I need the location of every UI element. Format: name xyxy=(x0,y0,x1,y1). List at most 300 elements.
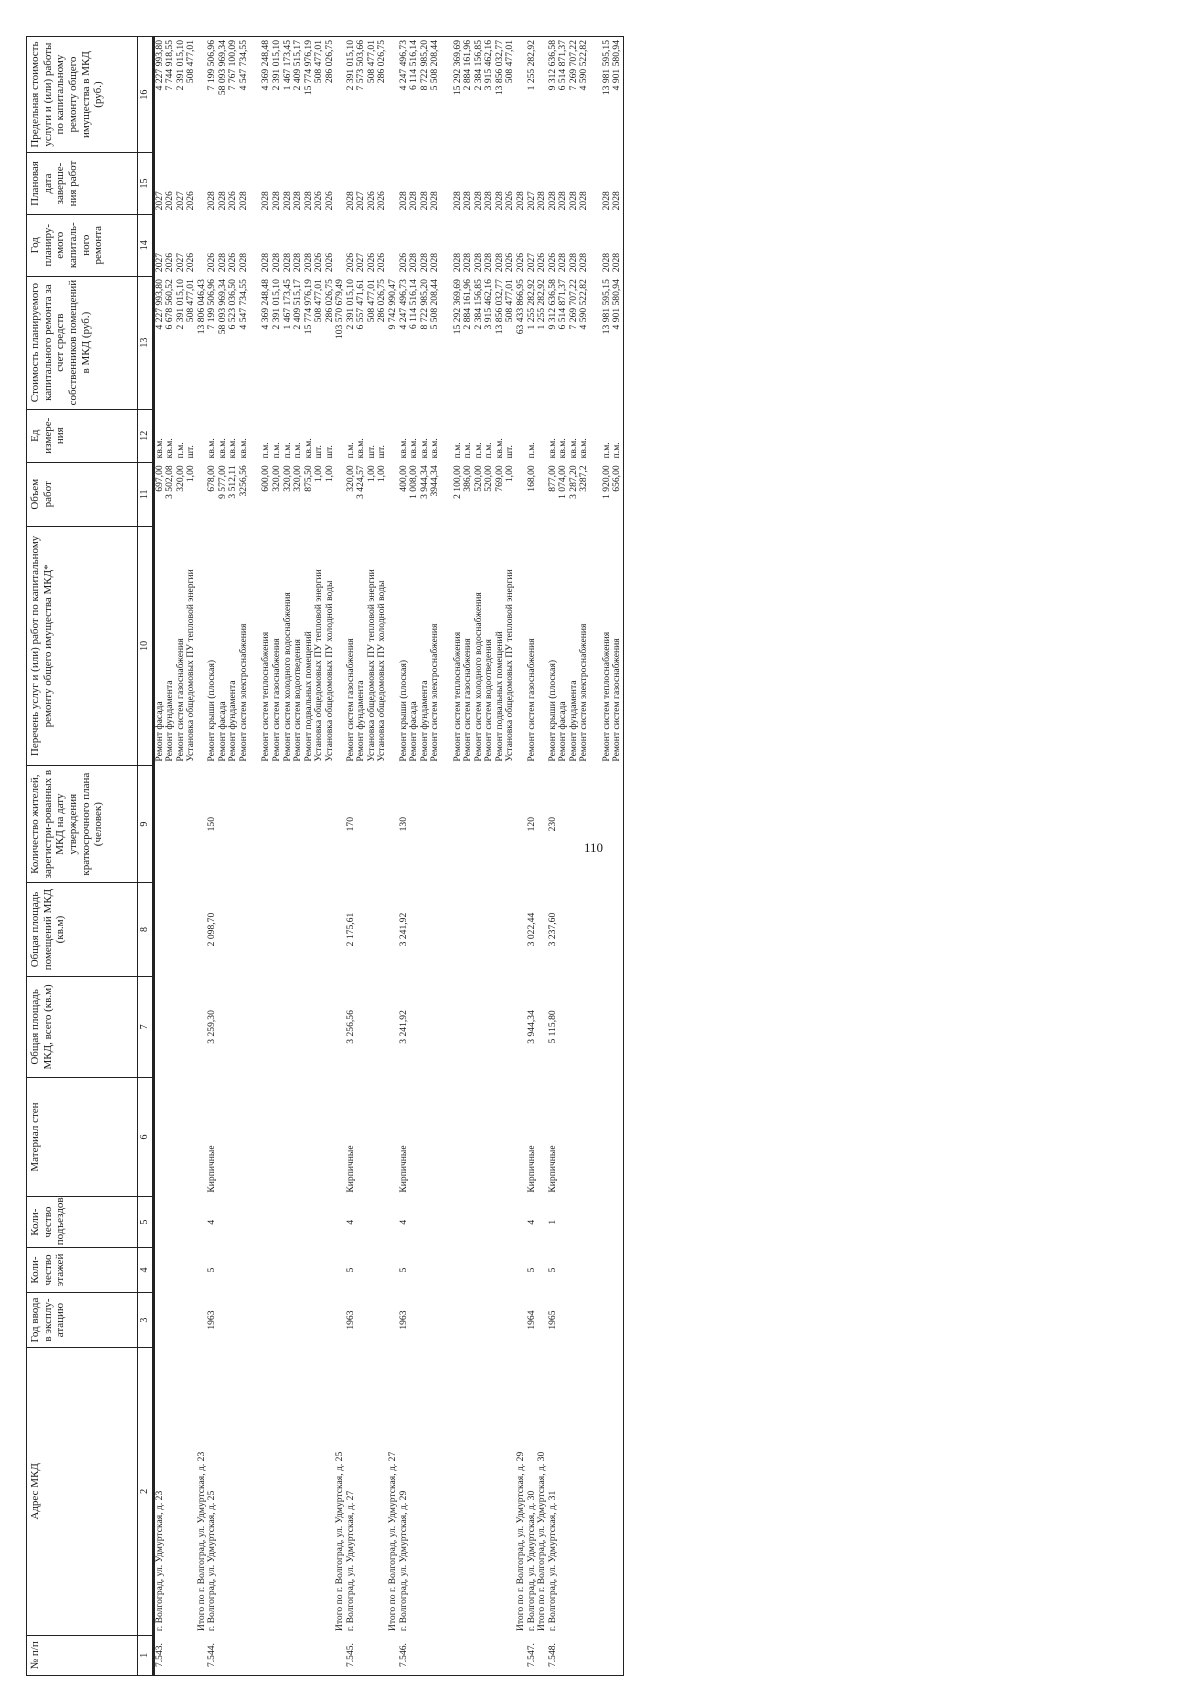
entrances-count-cell xyxy=(239,1197,250,1248)
residents-count-cell xyxy=(304,766,315,883)
limit-cost-cell: 4 247 496,73 xyxy=(399,37,410,153)
unit-of-measure-cell: шт. xyxy=(313,445,325,459)
total-area-cell xyxy=(367,976,378,1077)
completion-date-cell: 2028 xyxy=(546,191,558,211)
spacer-cell xyxy=(249,976,261,1077)
address-cell xyxy=(218,1348,229,1635)
planned-cost-cell: 4 369 248,48 xyxy=(260,279,272,330)
wall-material-cell xyxy=(453,1077,464,1196)
residents-count-cell xyxy=(558,766,569,883)
row-number-cell xyxy=(569,1635,580,1675)
floors-count-cell xyxy=(558,1248,569,1293)
spacer-cell xyxy=(249,883,261,977)
planned-year-cell: 2028 xyxy=(429,252,441,273)
work-type-cell xyxy=(516,526,527,765)
floors-count-cell xyxy=(165,1248,176,1293)
row-number-cell xyxy=(409,1635,420,1675)
unit-of-measure-cell: п.м. xyxy=(525,442,537,459)
planned-year-cell: 2028 xyxy=(578,252,590,273)
table-row xyxy=(579,37,590,1676)
year-built-cell xyxy=(420,1292,431,1347)
work-type-cell: Ремонт фасада xyxy=(557,701,569,762)
planned-cost-cell: 4 247 496,73 xyxy=(397,279,409,330)
year-built-cell xyxy=(325,1292,336,1347)
unit-of-measure-cell xyxy=(388,409,399,462)
limit-cost-cell: 9 312 636,58 xyxy=(548,37,559,153)
planned-year-cell: 2026 xyxy=(164,252,176,273)
wall-material-cell xyxy=(516,1077,527,1196)
work-volume-cell: 3 502,08 xyxy=(164,465,176,499)
work-type-cell: Ремонт систем теплоснабжения xyxy=(260,631,272,762)
completion-date-cell: 2028 xyxy=(515,191,526,211)
limit-cost-cell: 2 391 015,10 xyxy=(346,37,357,153)
table-row xyxy=(430,37,441,1676)
address-cell xyxy=(283,1348,294,1635)
planned-year-cell: 2027 xyxy=(174,252,186,273)
work-volume-cell: 769,00 xyxy=(493,465,505,492)
planned-year-cell: 2026 xyxy=(397,252,409,273)
total-area-cell xyxy=(304,976,315,1077)
premises-area-cell xyxy=(356,883,367,977)
address-cell xyxy=(165,1348,176,1635)
planned-year-cell: 2026 xyxy=(365,252,377,273)
floors-count-cell xyxy=(367,1248,378,1293)
column-number-16: 16 xyxy=(138,37,154,153)
row-number-cell xyxy=(505,1635,516,1675)
floors-count-cell xyxy=(430,1248,441,1293)
planned-cost-cell: 2 391 015,10 xyxy=(174,279,186,330)
row-number-cell xyxy=(272,1635,283,1675)
spacer-cell xyxy=(590,1248,602,1293)
rotated-page-content xyxy=(26,36,1196,1676)
completion-date-cell: 2028 xyxy=(281,191,293,211)
floors-count-cell xyxy=(304,1248,315,1293)
spacer-cell xyxy=(249,1197,261,1248)
unit-of-measure-cell: п.м. xyxy=(462,442,474,459)
column-header-13: Стоимость планируемого капитального ремонта за счет средств собственников помещений в МКД (руб.) xyxy=(27,276,138,409)
total-area-cell xyxy=(474,976,485,1077)
unit-of-measure-cell: кв.м. xyxy=(546,438,558,459)
completion-date-cell: 2028 xyxy=(270,191,282,211)
limit-cost-cell: 3 915 462,16 xyxy=(484,37,495,153)
year-built-cell: 1965 xyxy=(546,1310,558,1330)
work-volume-cell: 3256,56 xyxy=(237,465,249,497)
column-number-13: 13 xyxy=(138,276,154,409)
floors-count-cell xyxy=(283,1248,294,1293)
entrances-count-cell: 4 xyxy=(525,1219,537,1225)
year-built-cell xyxy=(153,1292,165,1347)
work-type-cell: Ремонт фундамента xyxy=(227,680,239,762)
row-number-cell: 7.544. xyxy=(207,1635,218,1675)
spacer-cell xyxy=(249,766,261,883)
total-area-cell xyxy=(283,976,294,1077)
unit-of-measure-cell: п.м. xyxy=(292,442,304,459)
row-number-cell xyxy=(495,1635,506,1675)
planned-cost-cell: 4 547 734,55 xyxy=(237,279,249,330)
residents-count-cell xyxy=(293,766,304,883)
total-area-cell xyxy=(420,976,431,1077)
limit-cost-cell: 6 514 871,37 xyxy=(558,37,569,153)
capital-repair-plan-table xyxy=(26,36,624,1676)
entrances-count-cell: 4 xyxy=(206,1219,218,1225)
unit-of-measure-cell: п.м. xyxy=(344,442,356,459)
row-number-cell xyxy=(239,1635,250,1675)
premises-area-cell xyxy=(495,883,506,977)
year-built-cell xyxy=(569,1292,580,1347)
year-built-cell xyxy=(430,1292,441,1347)
planned-cost-cell: 63 433 866,95 xyxy=(515,279,526,335)
planned-year-cell: 2028 xyxy=(567,252,579,273)
completion-date-cell: 2028 xyxy=(344,191,356,211)
year-built-cell xyxy=(176,1292,187,1347)
limit-cost-cell: 7 269 707,22 xyxy=(569,37,580,153)
completion-date-cell: 2027 xyxy=(174,191,186,211)
row-number-cell xyxy=(314,1635,325,1675)
planned-cost-cell: 2 409 515,17 xyxy=(292,279,304,330)
wall-material-cell: Кирпичные xyxy=(206,1145,218,1193)
residents-count-cell xyxy=(218,766,229,883)
entrances-count-cell xyxy=(304,1197,315,1248)
column-number-5: 5 xyxy=(138,1197,154,1248)
total-area-cell xyxy=(569,976,580,1077)
total-area-cell xyxy=(453,976,464,1077)
premises-area-cell xyxy=(186,883,197,977)
residents-count-cell xyxy=(505,766,516,883)
year-built-cell xyxy=(388,1292,399,1347)
completion-date-cell xyxy=(388,153,399,215)
completion-date-cell: 2028 xyxy=(206,191,218,211)
planned-year-cell: 2026 xyxy=(504,252,516,273)
total-area-cell xyxy=(314,976,325,1077)
planned-year-cell xyxy=(388,214,399,276)
wall-material-cell xyxy=(409,1077,420,1196)
planned-year-cell: 2026 xyxy=(227,252,239,273)
planned-cost-cell: 6 678 560,52 xyxy=(164,279,176,330)
unit-of-measure-cell: п.м. xyxy=(260,442,272,459)
premises-area-cell xyxy=(388,883,399,977)
planned-year-cell: 2026 xyxy=(206,252,218,273)
planned-year-cell: 2026 xyxy=(313,252,325,273)
year-built-cell xyxy=(602,1292,613,1347)
work-volume-cell: 400,00 xyxy=(397,465,409,492)
premises-area-cell xyxy=(261,883,272,977)
completion-date-cell: 2026 xyxy=(313,191,325,211)
spacer-cell xyxy=(249,1248,261,1293)
planned-cost-cell: 1 255 282,92 xyxy=(536,279,548,330)
table-row xyxy=(165,37,176,1676)
total-area-cell: 3 944,34 xyxy=(525,1010,537,1044)
residents-count-cell xyxy=(314,766,325,883)
wall-material-cell xyxy=(367,1077,378,1196)
year-built-cell xyxy=(272,1292,283,1347)
total-area-cell xyxy=(186,976,197,1077)
work-type-cell: Ремонт систем газоснабжения xyxy=(344,638,356,762)
floors-count-cell xyxy=(420,1248,431,1293)
floors-count-cell xyxy=(505,1248,516,1293)
work-volume-cell: 656,00 xyxy=(612,462,623,526)
planned-year-cell: 2028 xyxy=(281,252,293,273)
premises-area-cell xyxy=(367,883,378,977)
planned-year-cell: 2028 xyxy=(600,252,612,273)
work-type-cell: Ремонт крыши (плоская) xyxy=(397,659,409,762)
spacer-cell xyxy=(441,462,453,526)
completion-date-cell: 2028 xyxy=(493,191,505,211)
unit-of-measure-cell: кв.м. xyxy=(164,438,176,459)
planned-cost-cell: 9 312 636,58 xyxy=(546,279,558,330)
work-type-cell: Ремонт систем электроснабжения xyxy=(237,623,249,762)
planned-cost-cell: 13 856 032,77 xyxy=(493,279,505,335)
entrances-count-cell xyxy=(612,1197,623,1248)
entrances-count-cell xyxy=(453,1197,464,1248)
total-area-cell xyxy=(516,976,527,1077)
floors-count-cell xyxy=(569,1248,580,1293)
completion-date-cell: 2028 xyxy=(567,191,579,211)
premises-area-cell xyxy=(558,883,569,977)
spacer-cell xyxy=(441,976,453,1077)
unit-of-measure-cell: п.м. xyxy=(270,442,282,459)
wall-material-cell xyxy=(165,1077,176,1196)
work-volume-cell: 1,00 xyxy=(185,465,197,483)
planned-cost-cell: 8 722 985,20 xyxy=(418,279,430,330)
planned-cost-cell: 103 570 679,49 xyxy=(334,279,346,340)
work-type-cell: Ремонт систем холодного водоснабжения xyxy=(472,592,484,762)
address-cell: г. Волгоград, ул. Удмуртская, д. 30 xyxy=(525,1490,537,1632)
entrances-count-cell xyxy=(356,1197,367,1248)
row-number-cell xyxy=(228,1635,239,1675)
spacer-cell xyxy=(441,37,453,153)
premises-area-cell xyxy=(165,883,176,977)
address-cell: г. Волгоград, ул. Удмуртская, д. 25 xyxy=(206,1490,218,1632)
completion-date-cell: 2028 xyxy=(557,191,569,211)
row-number-cell xyxy=(325,1635,336,1675)
wall-material-cell xyxy=(430,1077,441,1196)
wall-material-cell xyxy=(261,1077,272,1196)
unit-of-measure-cell: кв.м. xyxy=(429,438,441,459)
total-area-cell xyxy=(463,976,474,1077)
premises-area-cell xyxy=(239,883,250,977)
column-number-6: 6 xyxy=(138,1077,154,1196)
residents-count-cell xyxy=(228,766,239,883)
work-volume-cell: 1,00 xyxy=(376,465,388,483)
address-cell xyxy=(463,1348,474,1635)
planned-cost-cell: 4 901 580,94 xyxy=(612,276,623,409)
header-row xyxy=(27,37,138,1676)
floors-count-cell xyxy=(176,1248,187,1293)
residents-count-cell xyxy=(409,766,420,883)
year-built-cell xyxy=(484,1292,495,1347)
total-area-cell xyxy=(218,976,229,1077)
floors-count-cell xyxy=(602,1248,613,1293)
row-number-cell: 7.545. xyxy=(346,1635,357,1675)
year-built-cell xyxy=(165,1292,176,1347)
completion-date-cell: 2028 xyxy=(429,191,441,211)
table-row xyxy=(239,37,250,1676)
year-built-cell xyxy=(314,1292,325,1347)
unit-of-measure-cell: п.м. xyxy=(612,409,623,462)
planned-year-cell: 2026 xyxy=(515,252,526,273)
total-area-cell xyxy=(579,976,590,1077)
planned-cost-cell: 508 477,01 xyxy=(185,279,197,323)
residents-count-cell xyxy=(579,766,590,883)
column-number-12: 12 xyxy=(138,409,154,462)
work-type-cell: Ремонт систем электроснабжения xyxy=(578,623,590,762)
column-header-11: Объем работ xyxy=(27,462,138,526)
planned-cost-cell: 508 477,01 xyxy=(313,279,325,323)
completion-date-cell: 2026 xyxy=(227,191,239,211)
spacer-cell xyxy=(441,1635,453,1675)
row-number-cell xyxy=(304,1635,315,1675)
year-built-cell xyxy=(228,1292,239,1347)
unit-of-measure-cell: кв.м. xyxy=(408,438,420,459)
limit-cost-cell: 13 981 595,15 xyxy=(602,37,613,153)
planned-year-cell: 2026 xyxy=(546,252,558,273)
total-area-cell xyxy=(505,976,516,1077)
wall-material-cell xyxy=(325,1077,336,1196)
wall-material-cell: Кирпичные xyxy=(344,1145,356,1193)
unit-of-measure-cell: п.м. xyxy=(600,442,612,459)
premises-area-cell xyxy=(228,883,239,977)
address-cell xyxy=(272,1348,283,1635)
work-volume-cell: 3 424,57 xyxy=(355,465,367,499)
wall-material-cell xyxy=(569,1077,580,1196)
address-cell: Итого по г. Волгоград, ул. Удмуртская, д. 30 xyxy=(536,1451,548,1632)
year-built-cell xyxy=(558,1292,569,1347)
completion-date-cell: 2026 xyxy=(185,191,197,211)
floors-count-cell xyxy=(388,1248,399,1293)
work-type-cell: Ремонт систем газоснабжения xyxy=(612,526,623,765)
premises-area-cell xyxy=(325,883,336,977)
planned-year-cell: 2028 xyxy=(462,252,474,273)
floors-count-cell xyxy=(228,1248,239,1293)
entrances-count-cell: 4 xyxy=(344,1219,356,1225)
year-built-cell xyxy=(505,1292,516,1347)
entrances-count-cell xyxy=(463,1197,474,1248)
address-cell xyxy=(261,1348,272,1635)
year-built-cell xyxy=(579,1292,590,1347)
completion-date-cell: 2026 xyxy=(164,191,176,211)
spacer-cell xyxy=(590,883,602,977)
limit-cost-cell: 508 477,01 xyxy=(367,37,378,153)
work-volume-cell: 3944,34 xyxy=(429,465,441,497)
floors-count-cell xyxy=(325,1248,336,1293)
address-cell xyxy=(484,1348,495,1635)
year-built-cell xyxy=(409,1292,420,1347)
work-volume-cell: 697,00 xyxy=(153,465,165,492)
wall-material-cell xyxy=(558,1077,569,1196)
work-volume-cell: 2 100,00 xyxy=(451,465,463,499)
wall-material-cell xyxy=(304,1077,315,1196)
planned-year-cell: 2028 xyxy=(302,252,314,273)
work-type-cell: Установка общедомовых ПУ холодной воды xyxy=(376,580,388,762)
total-area-cell: 5 115,80 xyxy=(546,1010,558,1044)
planned-year-cell: 2026 xyxy=(344,252,356,273)
address-cell: г. Волгоград, ул. Удмуртская, д. 31 xyxy=(546,1490,558,1632)
planned-cost-cell: 6 523 036,50 xyxy=(227,279,239,330)
entrances-count-cell xyxy=(420,1197,431,1248)
limit-cost-cell: 15 292 369,69 xyxy=(453,37,464,153)
entrances-count-cell xyxy=(228,1197,239,1248)
total-area-cell xyxy=(356,976,367,1077)
year-built-cell xyxy=(218,1292,229,1347)
floors-count-cell xyxy=(579,1248,590,1293)
residents-count-cell xyxy=(367,766,378,883)
row-number-cell xyxy=(218,1635,229,1675)
work-volume-cell: 1,00 xyxy=(323,465,335,483)
completion-date-cell: 2026 xyxy=(323,191,335,211)
wall-material-cell xyxy=(612,1077,623,1196)
entrances-count-cell xyxy=(367,1197,378,1248)
spacer-cell xyxy=(441,1077,453,1196)
work-volume-cell: 1 074,00 xyxy=(557,465,569,499)
work-volume-cell: 520,00 xyxy=(472,465,484,492)
limit-cost-cell: 58 093 969,34 xyxy=(218,37,229,153)
unit-of-measure-cell: п.м. xyxy=(483,442,495,459)
premises-area-cell: 3 022,44 xyxy=(525,912,537,947)
work-volume-cell: 3 287,20 xyxy=(567,465,579,499)
spacer-cell xyxy=(441,1292,453,1347)
limit-cost-cell: 4 901 580,94 xyxy=(612,37,623,153)
year-built-cell xyxy=(239,1292,250,1347)
entrances-count-cell xyxy=(602,1197,613,1248)
work-volume-cell xyxy=(388,462,399,526)
column-number-2: 2 xyxy=(138,1348,154,1635)
planned-cost-cell: 15 774 976,19 xyxy=(302,279,314,335)
row-number-cell xyxy=(579,1635,590,1675)
planned-cost-cell: 15 292 369,69 xyxy=(451,279,463,335)
column-header-10: Перечень услуг и (или) работ по капитальному ремонту общего имущества МКД* xyxy=(27,526,138,765)
limit-cost-cell: 7 744 918,55 xyxy=(165,37,176,153)
completion-date-cell: 2028 xyxy=(418,191,430,211)
year-built-cell xyxy=(453,1292,464,1347)
work-volume-cell: 3 944,34 xyxy=(418,465,430,499)
floors-count-cell xyxy=(186,1248,197,1293)
limit-cost-cell: 2 391 015,10 xyxy=(272,37,283,153)
planned-year-cell: 2028 xyxy=(260,252,272,273)
column-number-14: 14 xyxy=(138,214,154,276)
work-type-cell: Ремонт фундамента xyxy=(418,680,430,762)
year-built-cell: 1963 xyxy=(206,1310,218,1330)
floors-count-cell: 5 xyxy=(546,1267,558,1273)
premises-area-cell xyxy=(463,883,474,977)
total-area-cell xyxy=(484,976,495,1077)
work-type-cell: Ремонт систем водоотведения xyxy=(483,639,495,762)
planned-year-cell: 2028 xyxy=(472,252,484,273)
row-number-cell xyxy=(602,1635,613,1675)
column-number-row xyxy=(138,37,154,1676)
floors-count-cell xyxy=(356,1248,367,1293)
year-built-cell: 1963 xyxy=(344,1310,356,1330)
column-header-15: Плановая дата заверше-ния работ xyxy=(27,153,138,215)
premises-area-cell xyxy=(569,883,580,977)
column-header-7: Общая площадь МКД, всего (кв.м) xyxy=(27,976,138,1077)
residents-count-cell xyxy=(420,766,431,883)
total-area-cell xyxy=(165,976,176,1077)
spacer-cell xyxy=(590,1348,602,1635)
entrances-count-cell xyxy=(579,1197,590,1248)
spacer-cell xyxy=(249,1635,261,1675)
limit-cost-cell: 4 369 248,48 xyxy=(261,37,272,153)
year-built-cell xyxy=(367,1292,378,1347)
unit-of-measure-cell: кв.м. xyxy=(227,438,239,459)
planned-cost-cell: 2 884 161,96 xyxy=(462,279,474,330)
entrances-count-cell xyxy=(505,1197,516,1248)
work-type-cell: Ремонт крыши (плоская) xyxy=(546,659,558,762)
planned-year-cell: 2026 xyxy=(323,252,335,273)
residents-count-cell: 130 xyxy=(397,816,409,832)
wall-material-cell xyxy=(495,1077,506,1196)
spacer-cell xyxy=(249,1077,261,1196)
spacer-cell xyxy=(441,1248,453,1293)
